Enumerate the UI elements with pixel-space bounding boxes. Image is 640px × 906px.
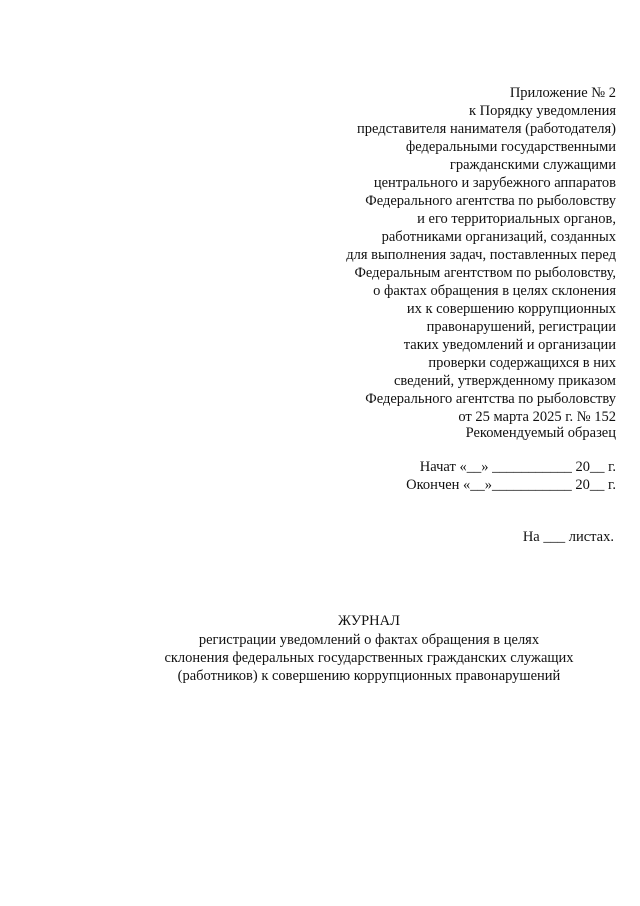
appendix-line: проверки содержащихся в них xyxy=(428,355,616,371)
journal-subtitle-line: регистрации уведомлений о фактах обращения в целях xyxy=(198,632,540,648)
appendix-line: гражданскими служащими xyxy=(449,157,616,173)
appendix-line: сведений, утвержденному приказом xyxy=(393,373,616,389)
appendix-line: их к совершению коррупционных xyxy=(406,301,616,317)
sample-label: Рекомендуемый образец xyxy=(465,425,616,441)
appendix-line: Федеральным агентством по рыболовству, xyxy=(354,265,616,281)
appendix-line: и его территориальных органов, xyxy=(417,211,616,227)
journal-title-block xyxy=(0,612,640,685)
ended-date-line: Окончен «__»___________ 20__ г. xyxy=(406,477,616,493)
appendix-line: к Порядку уведомления xyxy=(468,103,616,119)
appendix-line: о фактах обращения в целях склонения xyxy=(373,283,616,299)
appendix-line: федеральными государственными xyxy=(405,139,616,155)
journal-subtitle-line: склонения федеральных государственных гражданских служащих xyxy=(164,650,574,666)
appendix-line: центрального и зарубежного аппаратов xyxy=(373,175,616,191)
appendix-line: таких уведомлений и организации xyxy=(403,337,616,353)
appendix-line: Приложение № 2 xyxy=(509,85,616,101)
appendix-line: работниками организаций, созданных xyxy=(381,229,616,245)
appendix-line: представителя нанимателя (работодателя) xyxy=(357,121,616,137)
journal-dates xyxy=(406,458,616,494)
appendix-line: для выполнения задач, поставленных перед xyxy=(346,247,616,263)
appendix-line: правонарушений, регистрации xyxy=(426,319,616,335)
appendix-header xyxy=(286,84,616,426)
started-date-line: Начат «__» ___________ 20__ г. xyxy=(419,459,616,475)
journal-subtitle-line: (работников) к совершению коррупционных правонарушений xyxy=(177,668,561,684)
journal-title: ЖУРНАЛ xyxy=(338,613,400,629)
sheets-count-line: На ___ листах. xyxy=(522,529,614,545)
appendix-line: от 25 марта 2025 г. № 152 xyxy=(458,409,616,425)
appendix-line: Федерального агентства по рыболовству xyxy=(365,193,616,209)
appendix-line: Федерального агентства по рыболовству xyxy=(365,391,616,407)
